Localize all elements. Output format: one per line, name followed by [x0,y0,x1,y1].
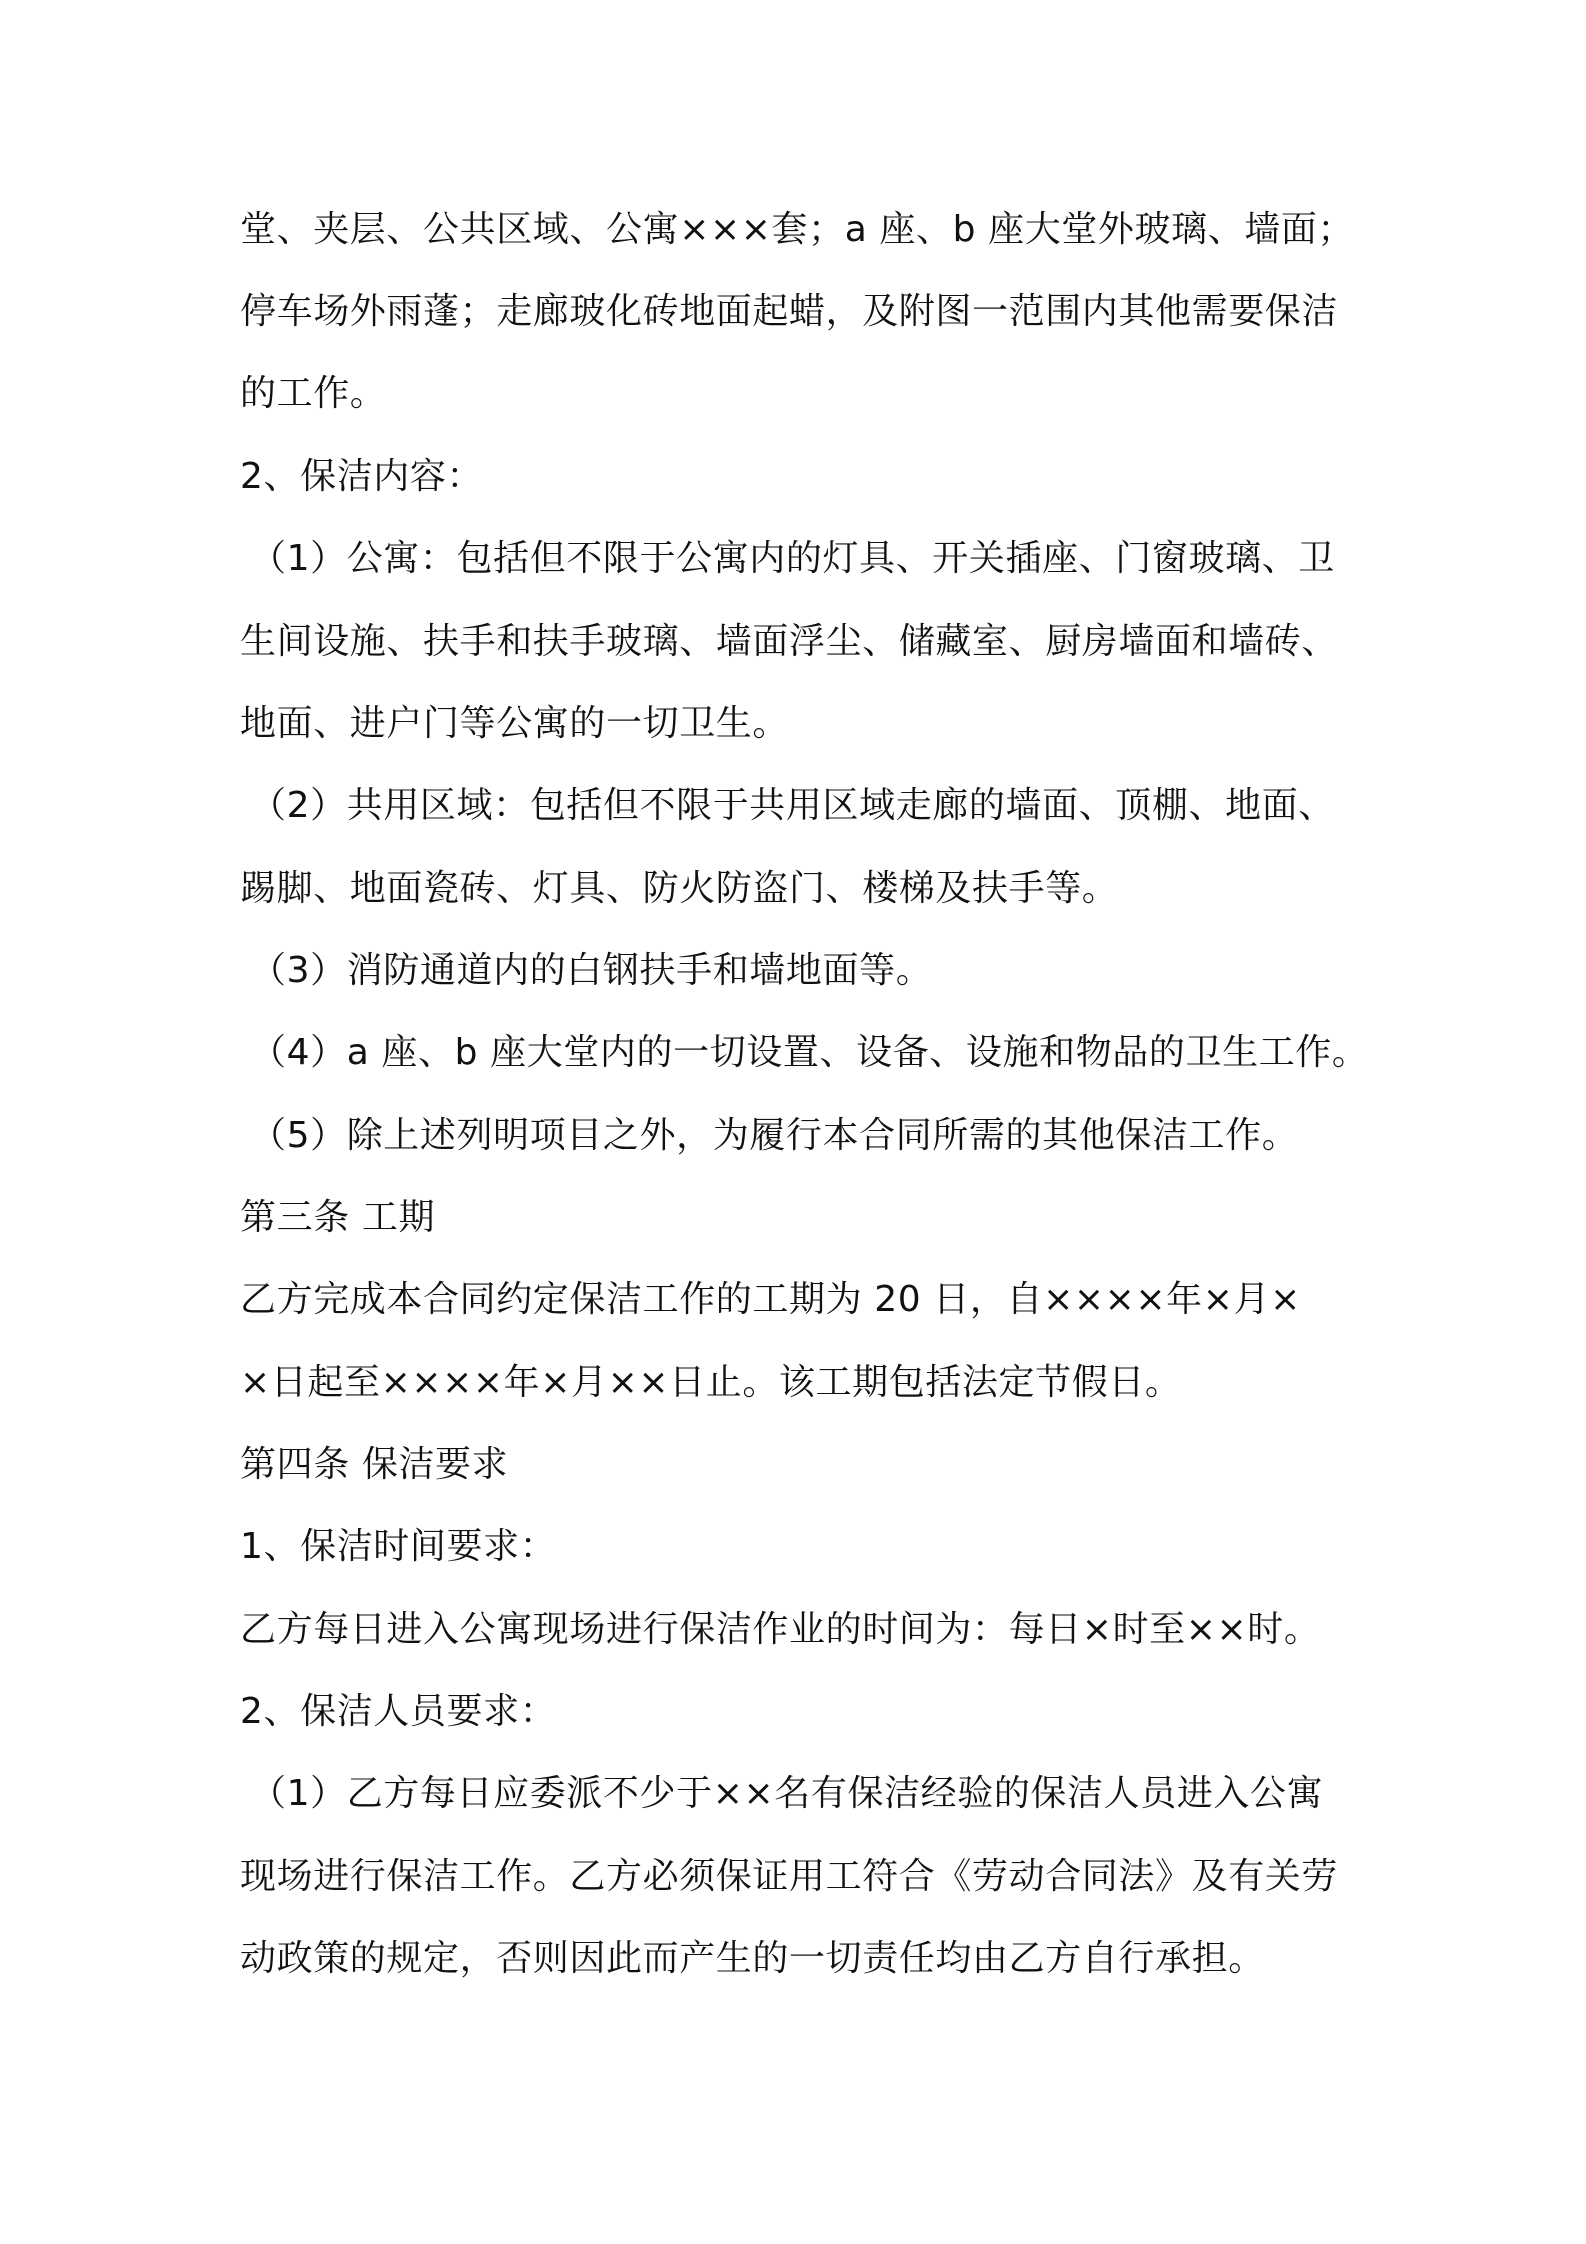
text-line: 踢脚、地面瓷砖、灯具、防火防盗门、楼梯及扶手等。 [240,868,1119,909]
text-line: 堂、夹层、公共区域、公寓×××套；a 座、b 座大堂外玻璃、墙面； [240,209,1355,250]
text-line: 的工作。 [240,373,387,414]
text-line: （1）乙方每日应委派不少于××名有保洁经验的保洁人员进入公寓 [250,1773,1324,1814]
text-line: （4）a 座、b 座大堂内的一切设置、设备、设施和物品的卫生工作。 [250,1032,1369,1073]
text-line: 地面、进户门等公寓的一切卫生。 [240,703,790,744]
text-line: 生间设施、扶手和扶手玻璃、墙面浮尘、储藏室、厨房墙面和墙砖、 [240,621,1339,662]
section-heading: 2、保洁内容： [240,456,484,497]
text-line: 停车场外雨蓬；走廊玻化砖地面起蜡，及附图一范围内其他需要保洁 [240,291,1339,332]
section-heading: 2、保洁人员要求： [240,1691,557,1732]
text-line: 动政策的规定，否则因此而产生的一切责任均由乙方自行承担。 [240,1938,1265,1979]
text-line: （1）公寓：包括但不限于公寓内的灯具、开关插座、门窗玻璃、卫 [250,538,1335,579]
text-line: ×日起至××××年×月××日止。该工期包括法定节假日。 [240,1362,1182,1403]
text-line: （2）共用区域：包括但不限于共用区域走廊的墙面、顶棚、地面、 [250,785,1335,826]
text-line: （5）除上述列明项目之外，为履行本合同所需的其他保洁工作。 [250,1115,1299,1156]
article-heading: 第三条 工期 [240,1197,436,1238]
text-line: （3）消防通道内的白钢扶手和墙地面等。 [250,950,933,991]
text-line: 现场进行保洁工作。乙方必须保证用工符合《劳动合同法》及有关劳 [240,1856,1339,1897]
text-line: 乙方每日进入公寓现场进行保洁作业的时间为：每日×时至××时。 [240,1609,1321,1650]
article-heading: 第四条 保洁要求 [240,1444,509,1485]
section-heading: 1、保洁时间要求： [240,1526,557,1567]
text-line: 乙方完成本合同约定保洁工作的工期为 20 日，自××××年×月× [240,1279,1301,1320]
